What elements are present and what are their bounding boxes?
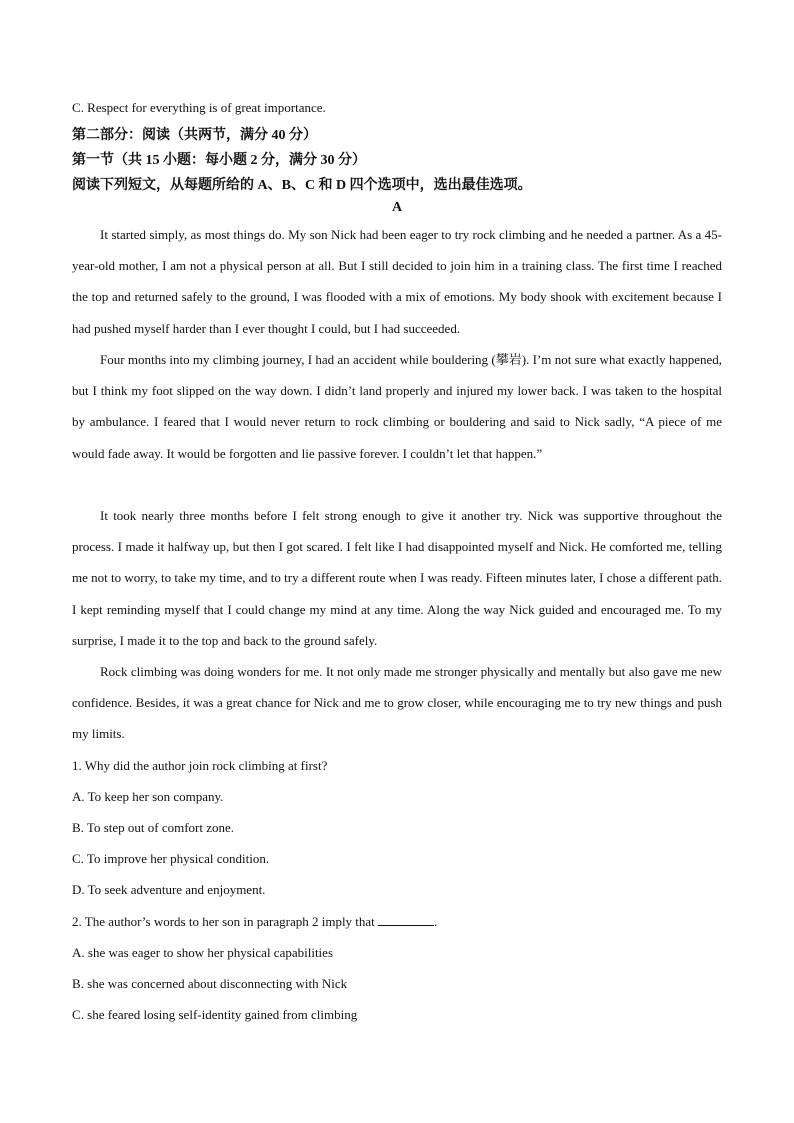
question-2-stem xyxy=(72,914,437,930)
subsection-header: 第一节（共 15 小题：每小题 2 分，满分 30 分） xyxy=(72,153,366,168)
passage-paragraph-4: Rock climbing was doing wonders for me. It not only made me stronger physically and mentally but also gave me new confidence. Besides, it was a great chance for Nick and me to grow closer, while encouraging me to try new things and push my limits. xyxy=(72,664,722,742)
previous-question-option: C. Respect for everything is of great importance. xyxy=(72,100,326,115)
question-1-option-b: B. To step out of comfort zone. xyxy=(72,820,235,835)
question-1-option-a: A. To keep her son company. xyxy=(72,789,224,804)
passage-paragraph-3: It took nearly three months before I felt strong enough to give it another try. Nick was supportive throughout the process. I made it halfway up, but then I got scared. I felt like I had disappointed myself and Nick. He comforted me, telling me not to worry, to take my time, and to try a different route when I was ready. Fifteen minutes later, I chose a different path. I kept reminding myself that I could change my mind at any time. Along the way Nick guided and encouraged me. To my surprise, I made it to the top and back to the ground safely. xyxy=(72,508,722,648)
passage-paragraph-1: It started simply, as most things do. My son Nick had been eager to try rock climbing and he needed a partner. As a 45-year-old mother, I am not a physical person at all. But I still decided to join him in a training class. The first time I reached the top and returned safely to the ground, I was flooded with a mix of emotions. My body shook with excitement because I had pushed myself harder than I ever thought I could, but I had succeeded. xyxy=(72,227,722,336)
question-2-option-c: C. she feared losing self-identity gained from climbing xyxy=(72,1007,358,1022)
passage-title: A xyxy=(391,200,403,215)
question-2-stem-text: 2. The author’s words to her son in paragraph 2 imply that xyxy=(72,914,375,929)
reading-instructions: 阅读下列短文，从每题所给的 A、B、C 和 D 四个选项中，选出最佳选项。 xyxy=(72,178,532,193)
section-header: 第二部分：阅读（共两节，满分 40 分） xyxy=(72,128,317,143)
question-1-option-c: C. To improve her physical condition. xyxy=(72,851,270,866)
passage-paragraph-2: Four months into my climbing journey, I had an accident while bouldering (攀岩). I’m not sure what exactly happened, but I think my foot slipped on the way down. I didn’t land properly and injured my lower back. I was taken to the hospital by ambulance. I feared that I would never return to rock climbing or bouldering and said to Nick sadly, “A piece of me would fade away. It would be forgotten and lie passive forever. I couldn’t let that happen.” xyxy=(72,352,722,461)
question-2-option-b: B. she was concerned about disconnecting with Nick xyxy=(72,976,348,991)
question-2-option-a: A. she was eager to show her physical capabilities xyxy=(72,945,334,960)
answer-blank xyxy=(378,914,434,926)
question-2-stem-end: . xyxy=(434,914,438,929)
question-1-stem: 1. Why did the author join rock climbing at first? xyxy=(72,758,328,773)
question-1-option-d: D. To seek adventure and enjoyment. xyxy=(72,882,266,897)
